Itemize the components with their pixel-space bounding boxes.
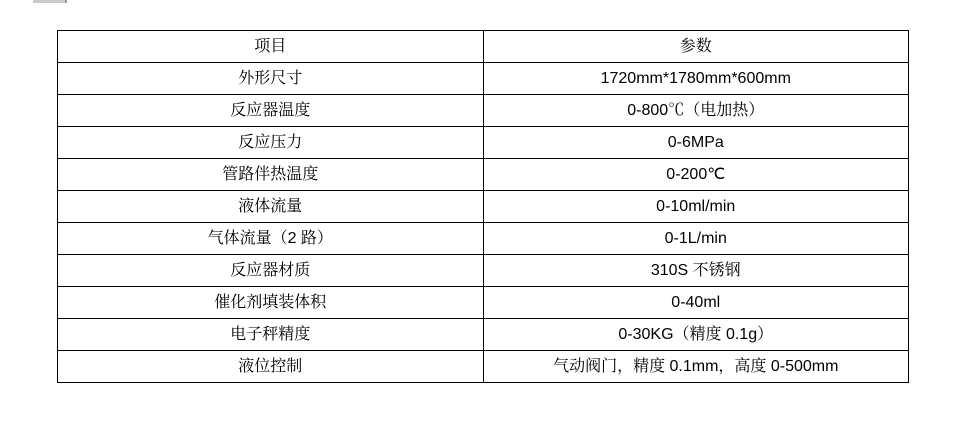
table-row	[58, 63, 909, 95]
param-cell: 0-200℃	[483, 159, 909, 191]
table-header-row	[58, 31, 909, 63]
column-header-param: 参数	[483, 31, 909, 63]
param-cell: 0-6MPa	[483, 127, 909, 159]
table-row	[58, 95, 909, 127]
param-cell: 0-30KG（精度 0.1g）	[483, 319, 909, 351]
table-row	[58, 351, 909, 383]
table-row	[58, 319, 909, 351]
param-cell: 0-10ml/min	[483, 191, 909, 223]
param-cell: 气动阀门，精度 0.1mm，高度 0-500mm	[483, 351, 909, 383]
ui-fragment-bar	[33, 0, 67, 3]
item-cell: 液体流量	[58, 191, 484, 223]
param-cell: 0-40ml	[483, 287, 909, 319]
item-cell: 管路伴热温度	[58, 159, 484, 191]
param-cell: 0-800℃（电加热）	[483, 95, 909, 127]
item-cell: 电子秤精度	[58, 319, 484, 351]
table-row	[58, 223, 909, 255]
table-row	[58, 159, 909, 191]
item-cell: 液位控制	[58, 351, 484, 383]
param-cell: 310S 不锈钢	[483, 255, 909, 287]
item-cell: 气体流量（2 路）	[58, 223, 484, 255]
item-cell: 反应压力	[58, 127, 484, 159]
column-header-item: 项目	[58, 31, 484, 63]
param-cell: 1720mm*1780mm*600mm	[483, 63, 909, 95]
table-row	[58, 287, 909, 319]
table-row	[58, 127, 909, 159]
item-cell: 外形尺寸	[58, 63, 484, 95]
item-cell: 反应器温度	[58, 95, 484, 127]
param-cell: 0-1L/min	[483, 223, 909, 255]
table-row	[58, 255, 909, 287]
item-cell: 催化剂填装体积	[58, 287, 484, 319]
item-cell: 反应器材质	[58, 255, 484, 287]
spec-table	[57, 30, 909, 383]
table-row	[58, 191, 909, 223]
